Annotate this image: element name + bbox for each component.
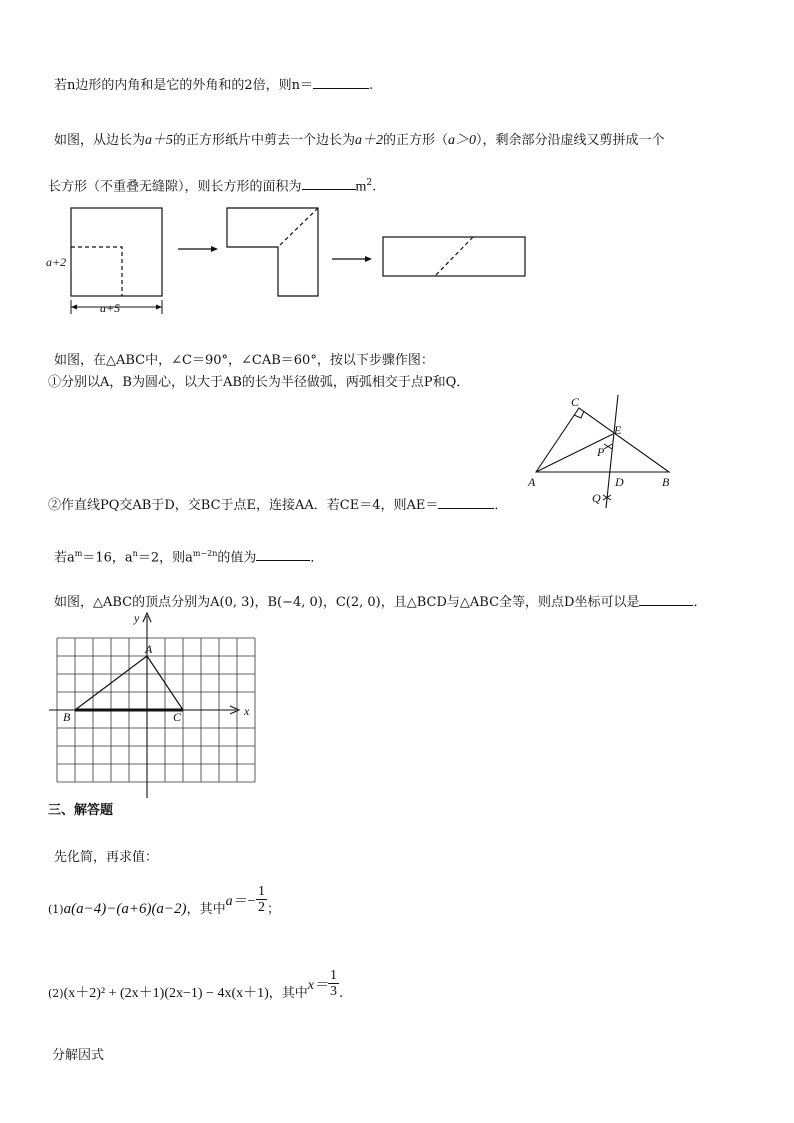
q4-sup-n: n (132, 549, 138, 558)
q3-step2-text: ②作直线PQ交AB于D，交BC于点E，连接AA．若CE＝4，则AE＝ (48, 498, 439, 513)
bottom-label: a+5 (100, 301, 121, 315)
q2-text-a: 如图，从边长为 (54, 133, 146, 148)
label-P: P (597, 445, 605, 459)
question-5 (54, 593, 707, 611)
triangle-construction-figure (520, 390, 690, 515)
part-2-expression: (x＋2)² + (2x＋1)(2x−1) − 4x(x＋1) (63, 986, 269, 1001)
question-6-intro: 先化简，再求值： (54, 850, 159, 865)
q4-text-a: 若a (54, 550, 75, 566)
coordinate-grid-figure (46, 612, 266, 802)
q1-end: . (369, 78, 374, 93)
q5-text: 如图，△ABC的顶点分别为A(0, 3)，B(−4, 0)，C(2, 0)，且△BCD与△ABC全等，则点D坐标可以是 (54, 595, 640, 610)
q2-expr-1: a＋5 (145, 133, 174, 148)
answer-blank (313, 76, 369, 89)
label-A: A (528, 475, 536, 489)
fraction-one-third: $\frac{1}{3}$ (330, 968, 338, 999)
q1-text: 若n边形的内角和是它的外角和的2倍，则n＝ (54, 78, 314, 93)
part-1-expression: a(a−4)−(a+6)(a−2) (63, 901, 187, 917)
square-cut-figure (40, 200, 540, 320)
q4-sup-m-2n: m−2n (192, 549, 218, 558)
part-1-number: (1) (48, 903, 64, 916)
q2-condition: a＞0 (448, 133, 477, 148)
label-A: A (145, 642, 153, 656)
question-2-line-2 (48, 175, 376, 195)
question-2-line-1 (54, 133, 665, 149)
label-C: C (173, 710, 182, 724)
question-3-intro: 如图，在△ABC中，∠C＝90°，∠CAB＝60°，按以下步骤作图： (54, 353, 434, 368)
q5-end: ． (693, 595, 707, 610)
q4-text-c: ＝2，则a (137, 550, 193, 566)
answer-blank (639, 593, 693, 606)
label-Q: Q (592, 491, 601, 505)
answer-blank (438, 496, 494, 509)
side-label: a+2 (46, 255, 67, 269)
part-1-end: ； (267, 902, 281, 917)
section-title: 三、解答题 (48, 803, 114, 818)
label-D: D (615, 475, 624, 489)
q2-text-d: ），剩余部分沿虚线又剪拼成一个 (476, 133, 665, 148)
q3-end: ． (494, 498, 508, 513)
question-3-step-2 (48, 496, 507, 514)
axis-label-x: x (244, 704, 250, 718)
label-E: E (614, 423, 622, 437)
answer-blank (256, 548, 310, 561)
q2-text-e: 长方形（不重叠无缝隙），则长方形的面积为 (48, 179, 302, 195)
part-2-end: . (339, 986, 344, 1001)
part-2-number: (2) (48, 987, 64, 1000)
q2-unit: m (355, 179, 367, 195)
part-1-where: ，其中 (186, 902, 226, 917)
question-6-part-2 (48, 968, 343, 1009)
q4-sup-m: m (74, 549, 83, 558)
label-C: C (571, 395, 580, 409)
q2-unit-sup: 2 (366, 178, 373, 188)
q2-end: . (372, 179, 377, 195)
q2-text-b: 的正方形纸片中剪去一个边长为 (173, 133, 356, 148)
question-7: 分解因式 (52, 1048, 105, 1063)
part-2-where: ，其中 (268, 986, 308, 1001)
answer-blank (302, 177, 356, 190)
q2-expr-2: a＋2 (355, 133, 384, 148)
q4-text-d: 的值为 (217, 550, 257, 566)
axis-label-y: y (134, 611, 140, 625)
question-6-part-1 (48, 884, 280, 925)
q4-end: ． (310, 550, 324, 566)
q2-text-c: 的正方形（ (383, 133, 449, 148)
label-B: B (662, 475, 670, 489)
question-4 (54, 546, 323, 566)
fraction-one-half: $\frac{1}{2}$ (258, 884, 266, 915)
label-B: B (63, 710, 71, 724)
part-1-variable: a＝− (225, 894, 257, 909)
q4-text-b: ＝16，a (82, 550, 133, 566)
question-1 (54, 76, 373, 94)
part-2-variable: x＝ (307, 978, 329, 993)
question-3-step-1: ①分别以A，B为圆心，以大于AB的长为半径做弧，两弧相交于点P和Q． (48, 375, 470, 390)
